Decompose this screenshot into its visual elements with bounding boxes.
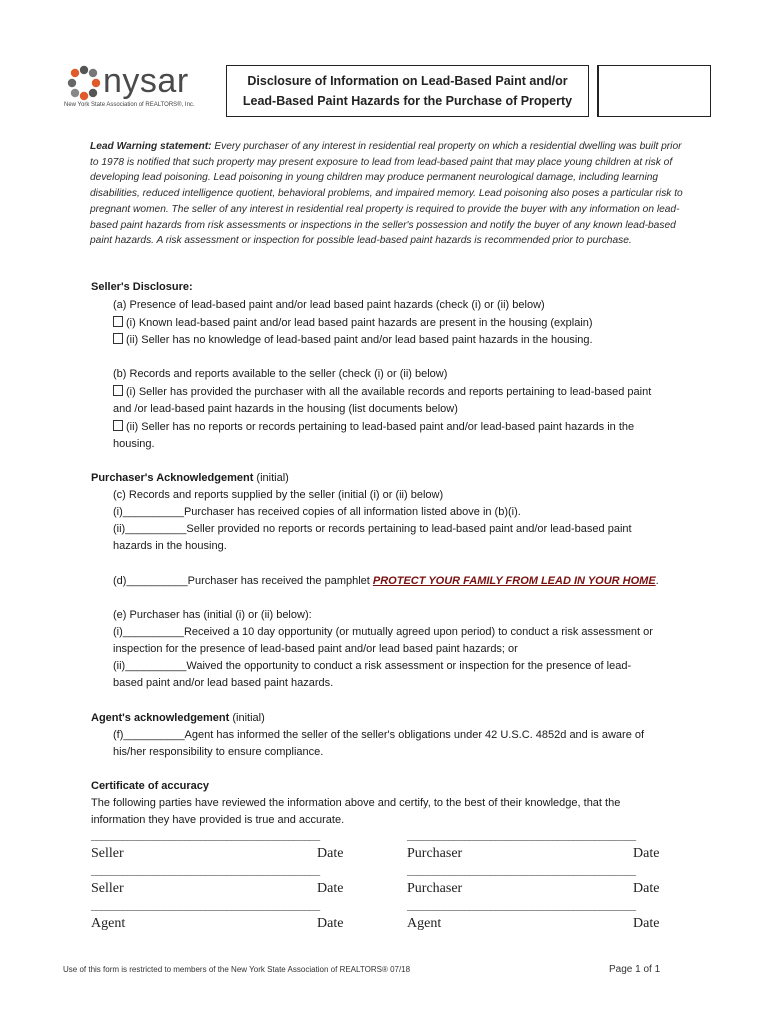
sig-date-seller-2: Date bbox=[317, 881, 344, 896]
purchaser-ack-heading-text: Purchaser's Acknowledgement bbox=[91, 472, 254, 484]
form-title-line-2: Lead-Based Paint Hazards for the Purchase of Property bbox=[242, 94, 573, 108]
signature-line-purchaser-2[interactable]: ____________________________________________ bbox=[407, 865, 636, 877]
nysar-logo-mark-icon bbox=[65, 64, 103, 102]
purchaser-item-e: (e) Purchaser has (initial (i) or (ii) below): bbox=[113, 609, 312, 621]
sig-date-purchaser-1: Date bbox=[633, 846, 660, 861]
seller-item-a-ii-text: (ii) Seller has no knowledge of lead-based paint and/or lead based paint hazards in the housing. bbox=[126, 334, 593, 346]
form-title-line-1: Disclosure of Information on Lead-Based Paint and/or bbox=[247, 74, 568, 88]
seller-item-b-ii-cont: housing. bbox=[113, 438, 155, 450]
purchaser-item-d-prefix: (d)__________Purchaser has received the pamphlet bbox=[113, 575, 373, 587]
lead-warning-statement bbox=[90, 139, 690, 249]
agent-ack-heading-text: Agent's acknowledgement bbox=[91, 712, 230, 724]
seller-item-a-i bbox=[113, 316, 593, 330]
sig-date-agent-2: Date bbox=[633, 916, 660, 931]
sig-label-purchaser-1: Purchaser bbox=[407, 846, 463, 861]
pamphlet-title: PROTECT YOUR FAMILY FROM LEAD IN YOUR HOME bbox=[372, 575, 656, 587]
purchaser-item-d[interactable] bbox=[113, 574, 659, 588]
seller-item-a: (a) Presence of lead-based paint and/or lead based paint hazards (check (i) or (ii) below) bbox=[113, 299, 545, 311]
footer-page-number: Page 1 of 1 bbox=[609, 964, 661, 975]
sig-date-agent-1: Date bbox=[317, 916, 344, 931]
sig-label-purchaser-2: Purchaser bbox=[407, 881, 463, 896]
form-title-box bbox=[226, 65, 589, 117]
signature-line-purchaser-1[interactable]: ____________________________________________ bbox=[407, 830, 636, 842]
certificate-text-1: The following parties have reviewed the information above and certify, to the best of their knowledge, that the bbox=[91, 797, 621, 809]
purchaser-ack-heading-suffix: (initial) bbox=[253, 472, 289, 484]
sig-date-purchaser-2: Date bbox=[633, 881, 660, 896]
sig-label-agent-2: Agent bbox=[407, 916, 442, 931]
sig-label-agent-1: Agent bbox=[91, 916, 126, 931]
checkbox-a-ii[interactable] bbox=[113, 333, 123, 344]
purchaser-item-c-i[interactable]: (i)__________Purchaser has received copies of all information listed above in (b)(i). bbox=[113, 506, 521, 518]
purchaser-item-c-ii-cont: hazards in the housing. bbox=[113, 540, 227, 552]
certificate-text-2: information they have provided is true and accurate. bbox=[91, 814, 345, 826]
seller-item-a-i-text: (i) Known lead-based paint and/or lead based paint hazards are present in the housing (explain) bbox=[126, 317, 593, 329]
lead-warning-label: Lead Warning statement: bbox=[90, 141, 212, 152]
checkbox-a-i[interactable] bbox=[113, 316, 123, 327]
seller-item-b-i-cont: and /or lead-based paint hazards in the housing (list documents below) bbox=[113, 403, 458, 415]
purchaser-item-e-ii[interactable]: (ii)__________Waived the opportunity to conduct a risk assessment or inspection for the presence of lead- bbox=[113, 660, 632, 672]
seller-item-b: (b) Records and reports available to the seller (check (i) or (ii) below) bbox=[113, 368, 448, 380]
nysar-logo bbox=[63, 62, 198, 112]
purchaser-item-d-suffix: . bbox=[655, 575, 659, 587]
seller-item-b-ii-text: (ii) Seller has no reports or records pertaining to lead-based paint and/or lead-based paint hazards in the bbox=[126, 421, 635, 433]
agent-item-f-cont: his/her responsibility to ensure compliance. bbox=[113, 746, 324, 758]
purchaser-ack-heading bbox=[91, 471, 289, 485]
signature-line-seller-2[interactable]: ____________________________________________ bbox=[91, 865, 320, 877]
seller-disclosure-heading: Seller's Disclosure: bbox=[91, 281, 193, 293]
logo-wordmark: nysar bbox=[103, 62, 189, 100]
signature-line-seller-1[interactable]: ____________________________________________ bbox=[91, 830, 320, 842]
sig-label-seller-1: Seller bbox=[91, 846, 124, 861]
sig-date-seller-1: Date bbox=[317, 846, 344, 861]
purchaser-item-c: (c) Records and reports supplied by the seller (initial (i) or (ii) below) bbox=[113, 489, 444, 501]
sig-label-seller-2: Seller bbox=[91, 881, 124, 896]
purchaser-item-e-i-cont: inspection for the presence of lead-based paint and/or lead based paint hazards; or bbox=[113, 643, 518, 655]
signature-line-agent-1[interactable]: ____________________________________________ bbox=[91, 900, 320, 912]
seller-item-b-i bbox=[113, 385, 651, 399]
seller-item-b-i-text: (i) Seller has provided the purchaser with all the available records and reports pertaining to lead-based paint bbox=[126, 386, 652, 398]
purchaser-item-e-i[interactable]: (i)__________Received a 10 day opportunity (or mutually agreed upon period) to conduct a risk assessment or bbox=[113, 626, 653, 638]
purchaser-item-c-ii[interactable]: (ii)__________Seller provided no reports or records pertaining to lead-based paint and/or lead-based paint bbox=[113, 523, 632, 535]
footer-restriction-notice: Use of this form is restricted to members of the New York State Association of REALTORS® 07/18 bbox=[63, 965, 411, 974]
checkbox-b-i[interactable] bbox=[113, 385, 123, 396]
checkbox-b-ii[interactable] bbox=[113, 420, 123, 431]
signature-line-agent-2[interactable]: ____________________________________________ bbox=[407, 900, 636, 912]
lead-warning-text: Every purchaser of any interest in residential real property on which a residential dwelling was built prior to 1978 is notified that such property may present exposure to lead from lead-based paint that may place young children at risk of developing lead poisoning. Lead poisoning in young children may produce permanent neurological damage, including learning disabilities, reduced intelligence quotient, behavioral problems, and impaired memory. Lead poisoning also poses a particular risk to pregnant women. The seller of any interest in residential real property is required to provide the buyer with any information on lead-based paint hazards from risk assessments or inspections in the seller's possession and notify the buyer of any known lead-based paint hazards. A risk assessment or inspection for possible lead-based paint hazards is recommended prior to purchase. bbox=[90, 141, 683, 247]
seller-item-b-ii bbox=[113, 420, 634, 434]
agent-item-f[interactable]: (f)__________Agent has informed the seller of the seller's obligations under 42 U.S.C. 4852d and is aware of bbox=[113, 729, 645, 741]
purchaser-item-e-ii-cont: based paint and/or lead based paint hazards. bbox=[113, 677, 334, 689]
seller-item-a-ii bbox=[113, 333, 593, 347]
agent-ack-heading bbox=[91, 711, 265, 725]
agent-ack-heading-suffix: (initial) bbox=[229, 712, 265, 724]
header-side-box bbox=[597, 65, 711, 117]
logo-tagline: New York State Association of REALTORS®, Inc. bbox=[64, 102, 195, 108]
certificate-heading: Certificate of accuracy bbox=[91, 780, 209, 792]
